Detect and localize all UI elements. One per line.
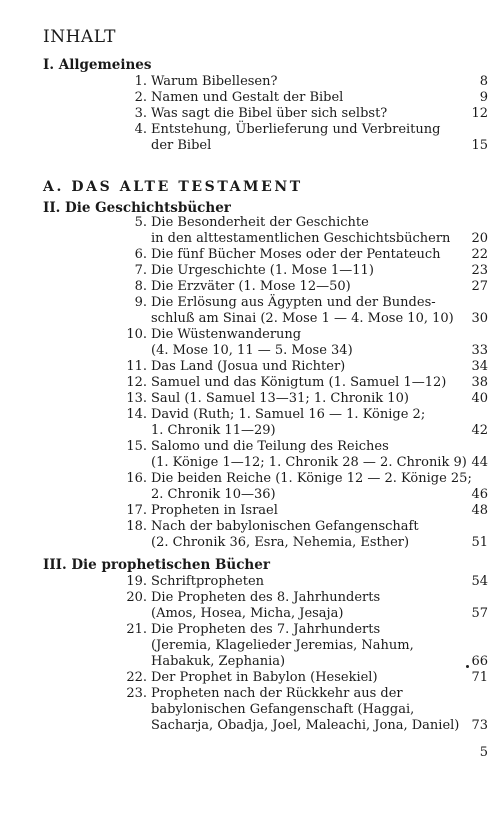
- entry-title: (4. Mose 10, 11 — 5. Mose 34): [151, 343, 353, 358]
- entry-number: 5.: [134, 215, 147, 230]
- toc-entry-line: [0, 231, 504, 247]
- toc-entry-line: [0, 327, 504, 343]
- entry-page-number: 34: [471, 359, 488, 374]
- toc-entry-line: [0, 359, 504, 375]
- entry-title: Namen und Gestalt der Bibel: [151, 90, 344, 105]
- toc-entry-line: [0, 215, 504, 231]
- toc-entry-line: [0, 455, 504, 471]
- entry-page-number: 23: [471, 263, 488, 278]
- entry-number: 1.: [134, 74, 147, 89]
- entry-title: (Amos, Hosea, Micha, Jesaja): [151, 606, 344, 621]
- entry-number: 14.: [126, 407, 147, 422]
- entry-title: in den alttestamentlichen Geschichtsbüchern: [151, 231, 451, 246]
- entry-number: 13.: [126, 391, 147, 406]
- entry-page-number: 73: [471, 718, 488, 733]
- entry-title: Die beiden Reiche (1. Könige 12 — 2. Könige 25;: [151, 471, 472, 486]
- entry-title: Propheten in Israel: [151, 503, 278, 518]
- entry-page-number: 48: [471, 503, 488, 518]
- entry-title: 2. Chronik 10—36): [151, 487, 276, 502]
- entry-title: Warum Bibellesen?: [151, 74, 278, 89]
- entry-title: Die Erlösung aus Ägypten und der Bundes-: [151, 295, 436, 310]
- toc-entry-line: [0, 590, 504, 606]
- entry-page-number: 44: [471, 455, 488, 470]
- toc-entry-line: [0, 343, 504, 359]
- entry-page-number: 8: [479, 74, 488, 89]
- toc-entry-line: [0, 622, 504, 638]
- entry-number: 9.: [134, 295, 147, 310]
- entry-page-number: 51: [471, 535, 488, 550]
- entry-title: Nach der babylonischen Gefangenschaft: [151, 519, 419, 534]
- entry-title: Die Urgeschichte (1. Mose 1—11): [151, 263, 374, 278]
- entry-page-number: 30: [471, 311, 488, 326]
- entry-number: 8.: [134, 279, 147, 294]
- entry-page-number: 38: [471, 375, 488, 390]
- entry-title: Das Land (Josua und Richter): [151, 359, 346, 374]
- entry-number: 22.: [126, 670, 147, 685]
- toc-entry-line: [0, 574, 504, 590]
- entry-title: David (Ruth; 1. Samuel 16 — 1. Könige 2;: [151, 407, 426, 422]
- entry-page-number: 66: [471, 654, 488, 669]
- toc-entry-line: [0, 503, 504, 519]
- toc-entry-line: [0, 423, 504, 439]
- entry-number: 16.: [126, 471, 147, 486]
- entry-number: 11.: [126, 359, 147, 374]
- entry-title: Die Propheten des 7. Jahrhunderts: [151, 622, 381, 637]
- entry-title: Propheten nach der Rückkehr aus der: [151, 686, 403, 701]
- entry-title: der Bibel: [151, 138, 212, 153]
- toc-entry-line: [0, 391, 504, 407]
- entry-title: Die Erzväter (1. Mose 12—50): [151, 279, 351, 294]
- toc-entry-line: [0, 686, 504, 702]
- entry-title: Die Propheten des 8. Jahrhunderts: [151, 590, 381, 605]
- entry-title: Die Wüstenwanderung: [151, 327, 302, 342]
- entry-number: 20.: [126, 590, 147, 605]
- toc-entry-line: [0, 375, 504, 391]
- toc-entry-line: [0, 471, 504, 487]
- entry-page-number: 54: [471, 574, 488, 589]
- toc-entry-line: [0, 279, 504, 295]
- entry-number: 7.: [134, 263, 147, 278]
- toc-entry-line: [0, 606, 504, 622]
- toc-entry-line: [0, 106, 504, 122]
- entry-title: (2. Chronik 36, Esra, Nehemia, Esther): [151, 535, 410, 550]
- entry-number: 18.: [126, 519, 147, 534]
- entry-page-number: 57: [471, 606, 488, 621]
- entry-title: Habakuk, Zephania): [151, 654, 286, 669]
- section-heading: II. Die Geschichtsbücher: [43, 200, 231, 216]
- entry-title: schluß am Sinai (2. Mose 1 — 4. Mose 10, 10): [151, 311, 454, 326]
- entry-number: 2.: [134, 90, 147, 105]
- toc-entry-line: [0, 138, 504, 154]
- entry-page-number: 15: [471, 138, 488, 153]
- toc-entry-line: [0, 90, 504, 106]
- entry-number: 19.: [126, 574, 147, 589]
- entry-page-number: 42: [471, 423, 488, 438]
- entry-page-number: 22: [471, 247, 488, 262]
- toc-entry-line: [0, 311, 504, 327]
- entry-number: 21.: [126, 622, 147, 637]
- entry-number: 4.: [134, 122, 147, 137]
- entry-title: Der Prophet in Babylon (Hesekiel): [151, 670, 378, 685]
- entry-page-number: 9: [479, 90, 488, 105]
- entry-title: Samuel und das Königtum (1. Samuel 1—12): [151, 375, 447, 390]
- page-number: 5: [479, 745, 488, 760]
- print-speck: [466, 665, 469, 668]
- entry-number: 10.: [126, 327, 147, 342]
- entry-title: (Jeremia, Klagelieder Jeremias, Nahum,: [151, 638, 414, 653]
- toc-entry-line: [0, 638, 504, 654]
- entry-page-number: 40: [471, 391, 488, 406]
- toc-entry-line: [0, 519, 504, 535]
- section-heading: III. Die prophetischen Bücher: [43, 557, 270, 573]
- entry-title: Schriftpropheten: [151, 574, 265, 589]
- entry-number: 3.: [134, 106, 147, 121]
- entry-page-number: 12: [471, 106, 488, 121]
- toc-entry-line: [0, 487, 504, 503]
- toc-entry-line: [0, 702, 504, 718]
- entry-title: Die Besonderheit der Geschichte: [151, 215, 369, 230]
- toc-entry-line: [0, 263, 504, 279]
- entry-page-number: 20: [471, 231, 488, 246]
- entry-number: 23.: [126, 686, 147, 701]
- entry-title: 1. Chronik 11—29): [151, 423, 276, 438]
- toc-entry-line: [0, 654, 504, 670]
- section-heading: I. Allgemeines: [43, 57, 152, 73]
- toc-entry-line: [0, 718, 504, 734]
- entry-number: 15.: [126, 439, 147, 454]
- entry-title: (1. Könige 1—12; 1. Chronik 28 — 2. Chronik 9): [151, 455, 467, 470]
- entry-page-number: 46: [471, 487, 488, 502]
- toc-entry-line: [0, 535, 504, 551]
- toc-entry-line: [0, 407, 504, 423]
- part-heading: A. DAS ALTE TESTAMENT: [43, 179, 303, 195]
- entry-title: babylonischen Gefangenschaft (Haggai,: [151, 702, 415, 717]
- entry-page-number: 27: [471, 279, 488, 294]
- page-title: INHALT: [43, 27, 116, 47]
- entry-number: 17.: [126, 503, 147, 518]
- toc-entry-line: [0, 74, 504, 90]
- entry-title: Entstehung, Überlieferung und Verbreitung: [151, 122, 441, 137]
- entry-page-number: 71: [471, 670, 488, 685]
- toc-entry-line: [0, 670, 504, 686]
- entry-page-number: 33: [471, 343, 488, 358]
- toc-entry-line: [0, 122, 504, 138]
- toc-entry-line: [0, 247, 504, 263]
- entry-title: Salomo und die Teilung des Reiches: [151, 439, 389, 454]
- entry-number: 6.: [134, 247, 147, 262]
- entry-title: Sacharja, Obadja, Joel, Maleachi, Jona, Daniel): [151, 718, 460, 733]
- entry-number: 12.: [126, 375, 147, 390]
- toc-entry-line: [0, 295, 504, 311]
- entry-title: Saul (1. Samuel 13—31; 1. Chronik 10): [151, 391, 409, 406]
- toc-entry-line: [0, 439, 504, 455]
- entry-title: Die fünf Bücher Moses oder der Pentateuch: [151, 247, 441, 262]
- entry-title: Was sagt die Bibel über sich selbst?: [151, 106, 388, 121]
